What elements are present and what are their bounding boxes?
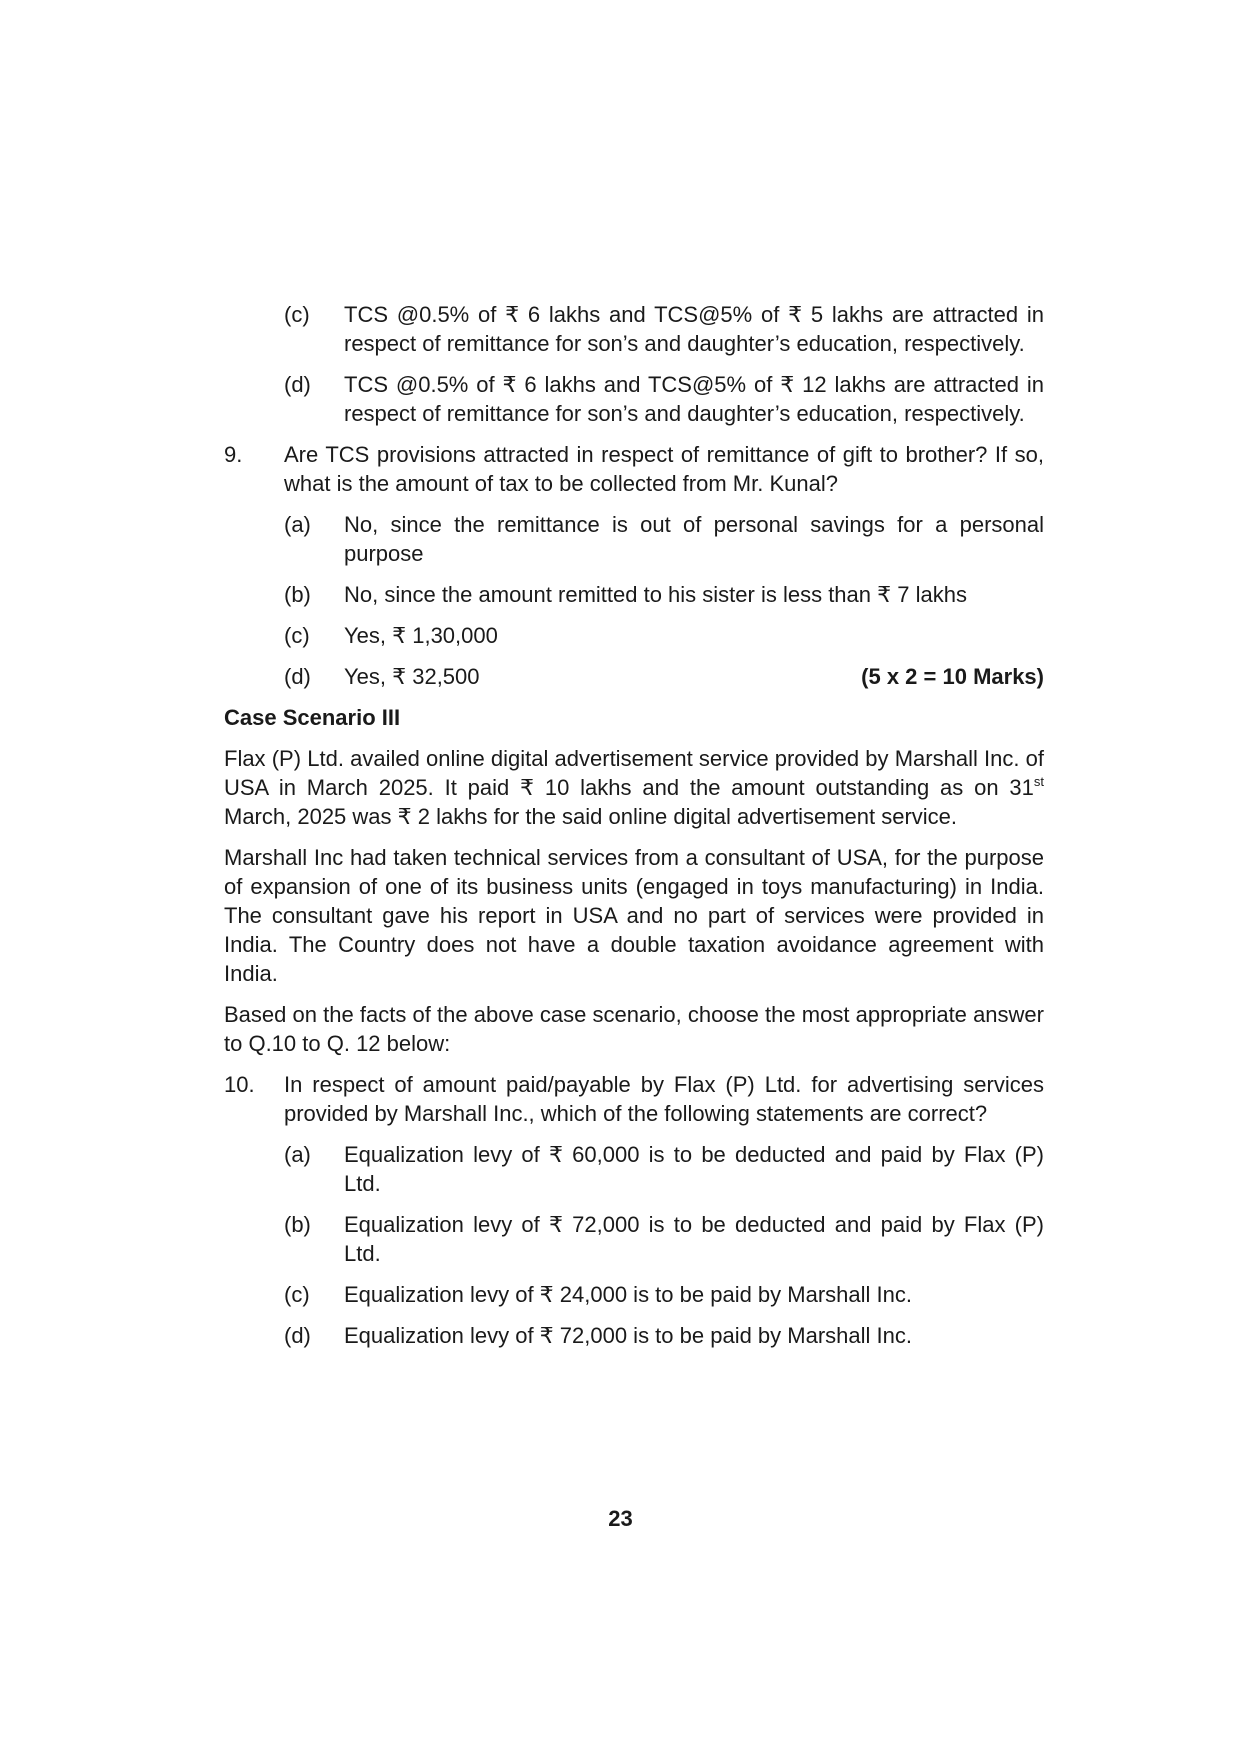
option-label: (c) [284,1282,310,1307]
option-text: No, since the remittance is out of personal savings for a personal purpose [344,512,1044,566]
q10-option-b [284,1210,1044,1268]
question-text: Are TCS provisions attracted in respect of remittance of gift to brother? If so, what is the amount of tax to be collected from Mr. Kunal? [284,442,1044,496]
option-label: (d) [284,1323,311,1348]
option-text: TCS @0.5% of ₹ 6 lakhs and TCS@5% of ₹ 5 lakhs are attracted in respect of remittance for son’s and daughter’s education, respectively. [344,302,1044,356]
q9-option-d [284,662,1044,691]
question-9 [224,440,1044,498]
case-paragraph-1 [224,744,1044,831]
page-content [224,300,1044,1362]
case-paragraph-3: Based on the facts of the above case scenario, choose the most appropriate answer to Q.10 to Q. 12 below: [224,1002,1044,1056]
option-label: (b) [284,582,311,607]
para1-text-a: Flax (P) Ltd. availed online digital advertisement service provided by Marshall Inc. of USA in March 2025. It paid ₹ 10 lakhs and the amount outstanding as on 31 [224,746,1044,800]
q10-option-c [284,1280,1044,1309]
option-label: (d) [284,664,311,689]
question-text: In respect of amount paid/payable by Flax (P) Ltd. for advertising services provided by Marshall Inc., which of the following statements are correct? [284,1072,1044,1126]
option-label: (c) [284,302,310,327]
option-text: Yes, ₹ 1,30,000 [344,623,498,648]
question-10 [224,1070,1044,1128]
option-label: (c) [284,623,310,648]
q10-option-a [284,1140,1044,1198]
question-number: 10. [224,1072,255,1097]
option-text: No, since the amount remitted to his sister is less than ₹ 7 lakhs [344,582,967,607]
ordinal-suffix: st [1033,774,1044,789]
option-text: Yes, ₹ 32,500 [344,664,480,689]
q9-option-b [284,580,1044,609]
q9-option-a [284,510,1044,568]
case-scenario-heading: Case Scenario III [224,705,401,730]
option-row [344,662,1044,691]
q10-option-d [284,1321,1044,1350]
option-text: Equalization levy of ₹ 72,000 is to be deducted and paid by Flax (P) Ltd. [344,1212,1044,1266]
option-label: (a) [284,1142,311,1167]
case-paragraph-2: Marshall Inc had taken technical services from a consultant of USA, for the purpose of expansion of one of its business units (engaged in toys manufacturing) in India. The consultant gave his report in USA and no part of services were provided in India. The Country does not have a double taxation avoidance agreement with India. [224,845,1044,986]
option-label: (a) [284,512,311,537]
page-number: 23 [608,1506,633,1531]
option-text: Equalization levy of ₹ 72,000 is to be paid by Marshall Inc. [344,1323,912,1348]
option-text: TCS @0.5% of ₹ 6 lakhs and TCS@5% of ₹ 12 lakhs are attracted in respect of remittance for son’s and daughter’s education, respectively. [344,372,1044,426]
option-text: Equalization levy of ₹ 24,000 is to be paid by Marshall Inc. [344,1282,912,1307]
question-number: 9. [224,442,243,467]
q8-option-d [284,370,1044,428]
q9-option-c [284,621,1044,650]
para1-text-b: March, 2025 was ₹ 2 lakhs for the said online digital advertisement service. [224,804,958,829]
option-label: (d) [284,372,311,397]
marks-label: (5 x 2 = 10 Marks) [861,664,1044,689]
q8-option-c [284,300,1044,358]
option-text: Equalization levy of ₹ 60,000 is to be deducted and paid by Flax (P) Ltd. [344,1142,1044,1196]
option-label: (b) [284,1212,311,1237]
